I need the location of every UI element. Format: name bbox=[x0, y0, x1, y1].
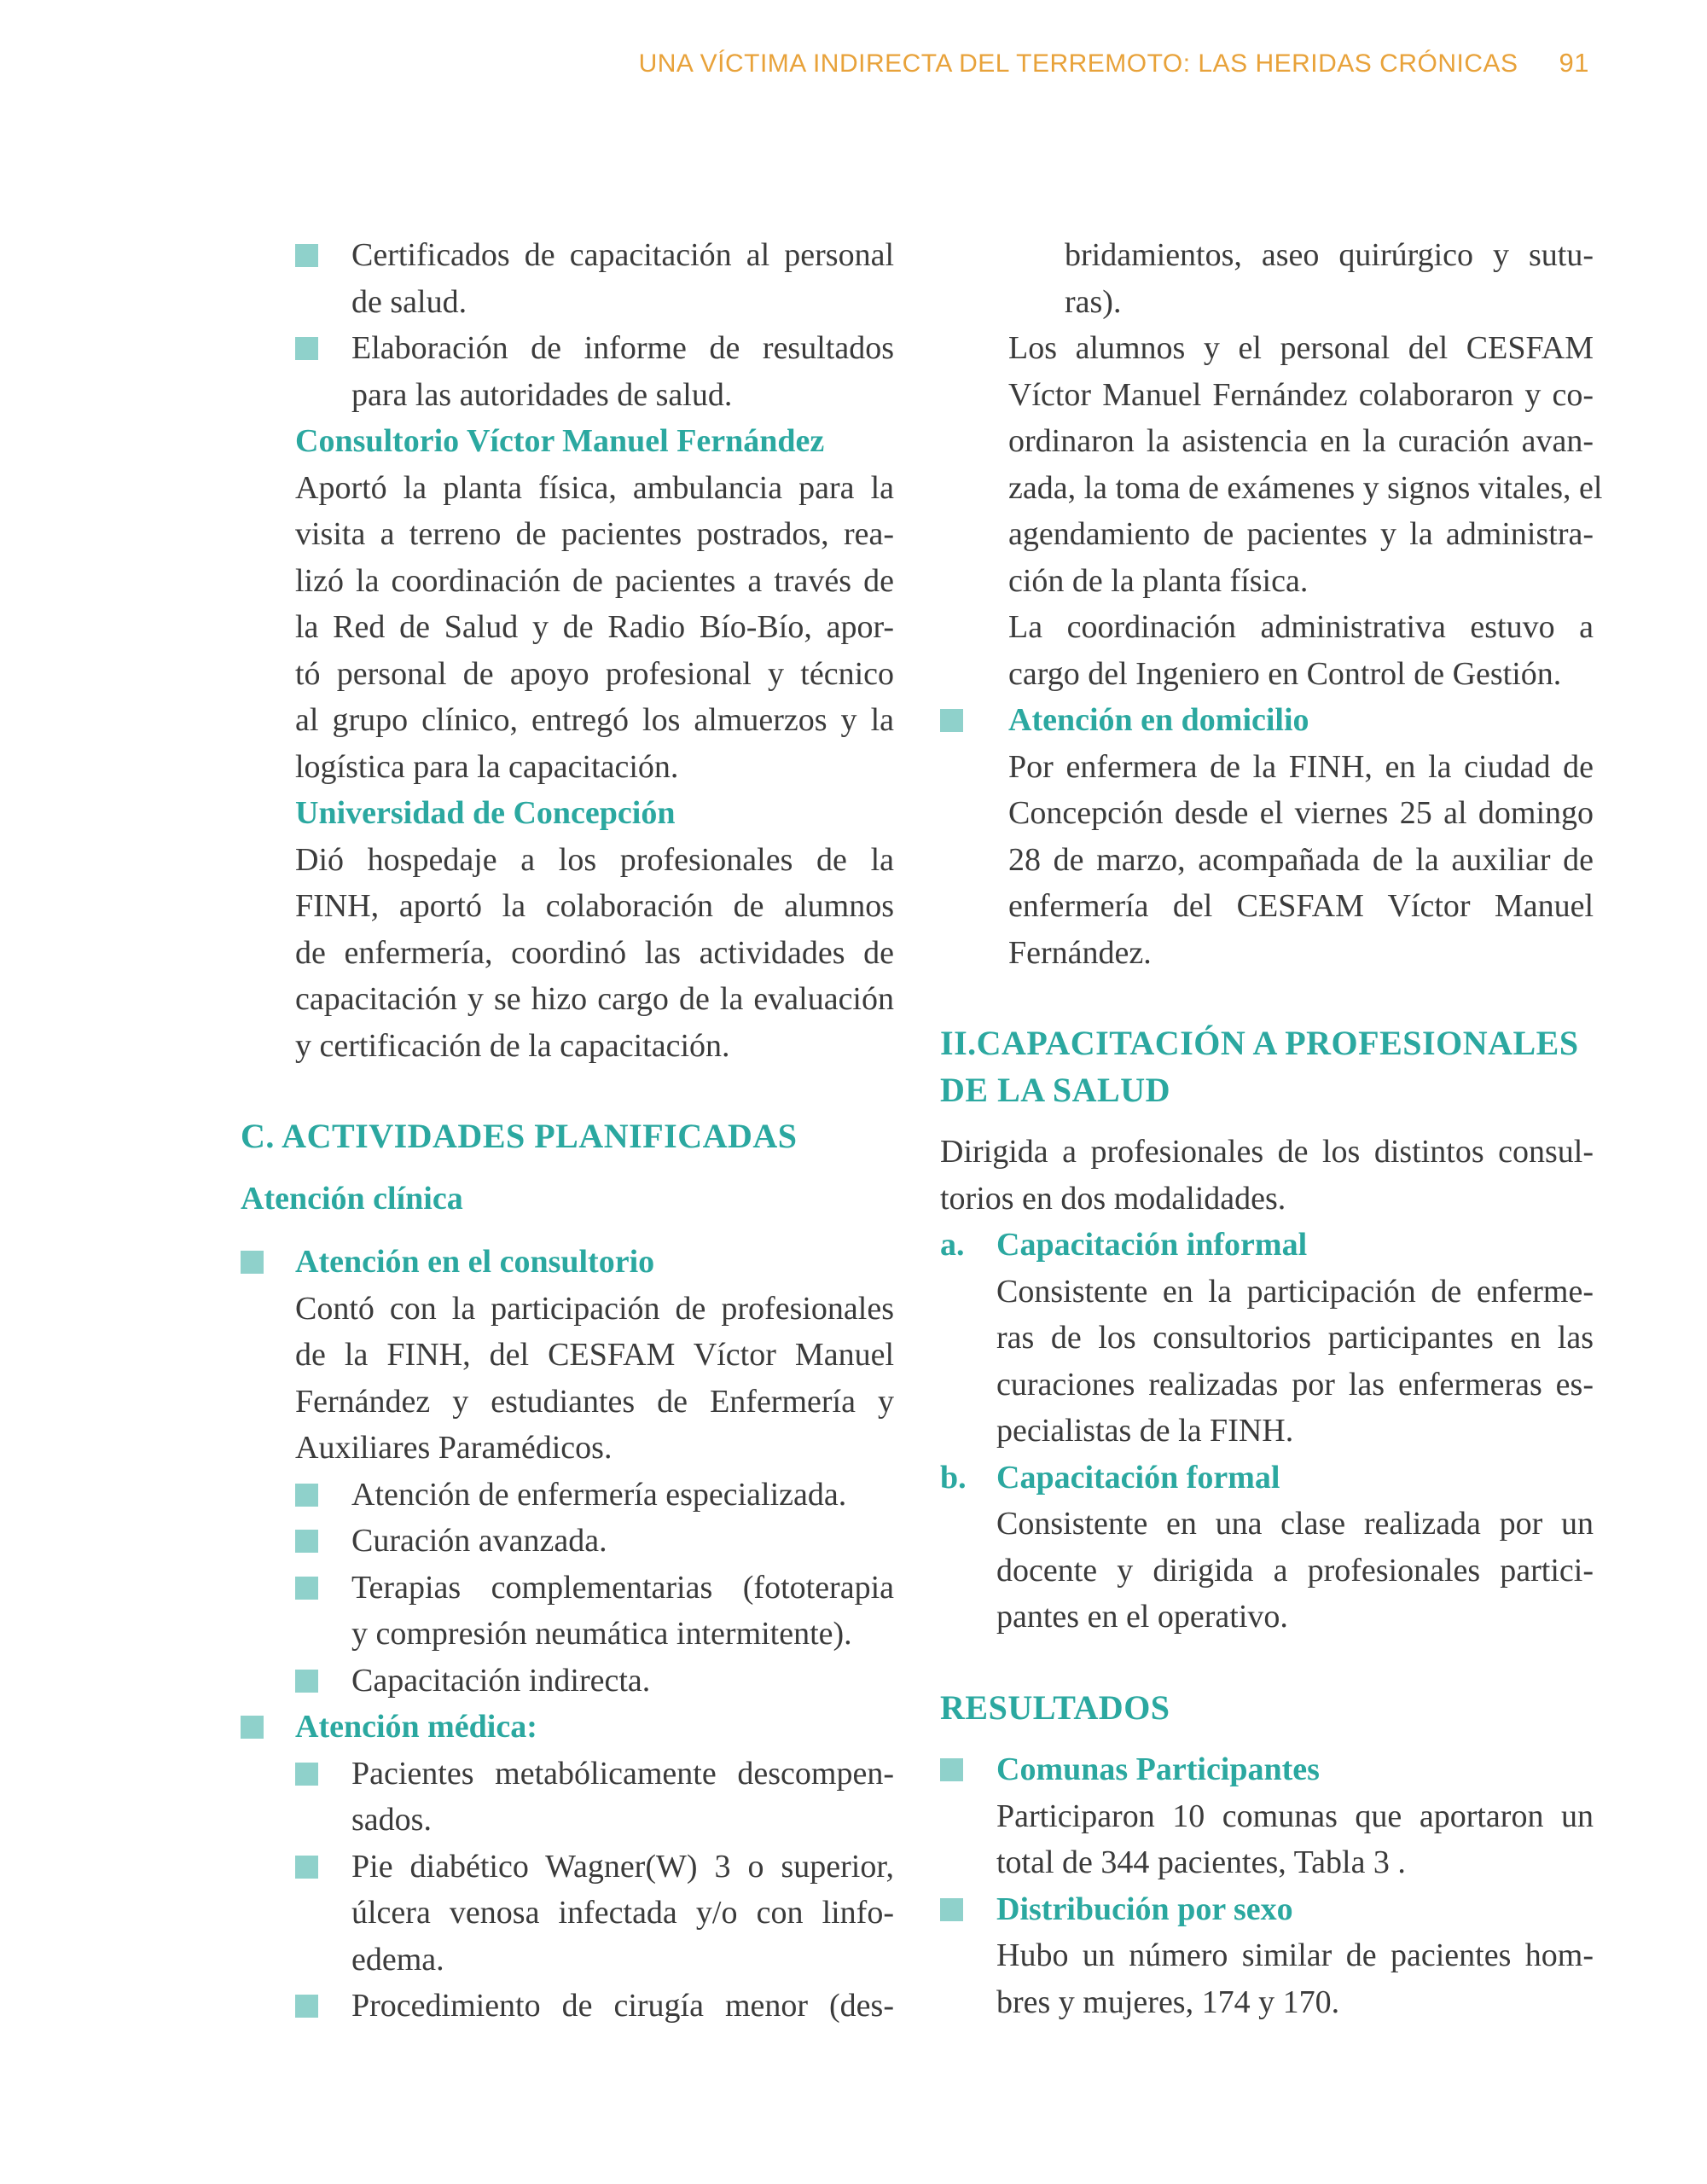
text-line: y certificación de la capacitación. bbox=[295, 1027, 730, 1064]
right-column bbox=[940, 232, 1603, 2025]
text-line: La coordinación administrativa estuvo a bbox=[1008, 609, 1594, 645]
section-heading-capacitacion-cont: DE LA SALUD bbox=[940, 1070, 1171, 1109]
list-item bbox=[940, 1746, 1594, 1886]
text-line: curaciones realizadas por las enfermeras es- bbox=[996, 1366, 1594, 1403]
text-line: Procedimiento de cirugía menor (des- bbox=[351, 1988, 894, 2024]
list-item bbox=[241, 1844, 894, 1984]
text-line: Hubo un número similar de pacientes hom- bbox=[996, 1937, 1594, 1973]
section-heading-capacitacion: II.CAPACITACIÓN A PROFESIONALES bbox=[940, 1024, 1579, 1062]
text-line: Concepción desde el viernes 25 al domingo bbox=[1008, 795, 1594, 831]
list-item bbox=[940, 1222, 1594, 1455]
text-line: Fernández y estudiantes de Enfermería y bbox=[295, 1383, 894, 1420]
text-line: Pacientes metabólicamente descompen- bbox=[351, 1755, 894, 1792]
text-line: Elaboración de informe de resultados bbox=[351, 330, 894, 366]
item-heading: Atención en el consultorio bbox=[295, 1244, 655, 1280]
text-line: Contó con la participación de profesionales bbox=[295, 1290, 894, 1327]
text-line: Fernández. bbox=[1008, 934, 1152, 971]
text-line: Certificados de capacitación al personal bbox=[351, 237, 894, 273]
text-line: bridamientos, aseo quirúrgico y sutu- bbox=[1065, 237, 1594, 273]
text-line: agendamiento de pacientes y la administra- bbox=[1008, 516, 1594, 552]
item-heading: Comunas Participantes bbox=[996, 1751, 1320, 1787]
text-line: Aportó la planta física, ambulancia para la bbox=[295, 469, 894, 506]
list-item bbox=[241, 1565, 894, 1658]
text-line: ordinaron la asistencia en la curación avan- bbox=[1008, 423, 1594, 459]
text-line: Consistente en la participación de enferme- bbox=[996, 1273, 1594, 1310]
left-column bbox=[241, 232, 894, 2030]
list-item bbox=[940, 1886, 1594, 2026]
subheading-universidad: Universidad de Concepción bbox=[295, 795, 676, 831]
text-line: 28 de marzo, acompañada de la auxiliar de bbox=[1008, 841, 1594, 878]
text-line: FINH, aportó la colaboración de alumnos bbox=[295, 888, 894, 924]
text-line: pecialistas de la FINH. bbox=[996, 1413, 1294, 1449]
text-line: Capacitación indirecta. bbox=[351, 1662, 651, 1699]
text-line: y compresión neumática intermitente). bbox=[351, 1616, 852, 1652]
text-line: capacitación y se hizo cargo de la evaluación bbox=[295, 981, 894, 1017]
text-line: ras de los consultorios participantes en las bbox=[996, 1320, 1594, 1356]
text-line: tó personal de apoyo profesional y técnico bbox=[295, 655, 894, 692]
text-line: Pie diabético Wagner(W) 3 o superior, bbox=[351, 1848, 894, 1885]
text-line: para las autoridades de salud. bbox=[351, 376, 733, 413]
text-line: de la FINH, del CESFAM Víctor Manuel bbox=[295, 1337, 894, 1373]
text-line: Dió hospedaje a los profesionales de la bbox=[295, 841, 894, 878]
text-line: enfermería del CESFAM Víctor Manuel bbox=[1008, 888, 1594, 924]
text-line: Participaron 10 comunas que aportaron un bbox=[996, 1798, 1594, 1834]
text-line: cargo del Ingeniero en Control de Gestión. bbox=[1008, 655, 1562, 692]
text-line: ras). bbox=[1065, 283, 1122, 320]
text-line: torios en dos modalidades. bbox=[940, 1180, 1286, 1217]
text-line: Consistente en una clase realizada por un bbox=[996, 1506, 1594, 1542]
list-item bbox=[241, 232, 894, 325]
text-line: visita a terreno de pacientes postrados, rea- bbox=[295, 516, 894, 552]
text-line: sados. bbox=[351, 1802, 432, 1838]
item-heading: Distribución por sexo bbox=[996, 1891, 1293, 1927]
item-heading: Atención médica: bbox=[295, 1709, 537, 1745]
text-line: logística para la capacitación. bbox=[295, 748, 679, 785]
list-marker: b. bbox=[940, 1459, 967, 1496]
text-line: lizó la coordinación de pacientes a través de bbox=[295, 562, 894, 599]
text-line: Los alumnos y el personal del CESFAM bbox=[1008, 330, 1594, 366]
text-line: total de 344 pacientes, Tabla 3 . bbox=[996, 1844, 1406, 1880]
text-line: bres y mujeres, 174 y 170. bbox=[996, 1984, 1340, 2020]
subheading-consultorio: Consultorio Víctor Manuel Fernández bbox=[295, 423, 825, 459]
text-line: pantes en el operativo. bbox=[996, 1599, 1288, 1635]
text-line: zada, la toma de exámenes y signos vitales, el bbox=[1008, 469, 1603, 506]
running-title: UNA VÍCTIMA INDIRECTA DEL TERREMOTO: LAS HERIDAS CRÓNICAS bbox=[638, 49, 1518, 78]
list-item bbox=[241, 1518, 894, 1565]
list-marker: a. bbox=[940, 1227, 965, 1263]
item-heading: Atención en domicilio bbox=[1008, 702, 1309, 738]
text-line: de enfermería, coordinó las actividades de bbox=[295, 934, 894, 971]
page-number: 91 bbox=[1559, 48, 1589, 78]
text-line: docente y dirigida a profesionales partici- bbox=[996, 1552, 1594, 1589]
list-item bbox=[241, 325, 894, 418]
running-header bbox=[639, 48, 1589, 82]
text-line: de salud. bbox=[351, 283, 467, 320]
text-line: al grupo clínico, entregó los almuerzos y la bbox=[295, 702, 894, 738]
subheading-atencion-clinica: Atención clínica bbox=[241, 1180, 463, 1217]
list-item bbox=[940, 1455, 1594, 1641]
text-line: Dirigida a profesionales de los distintos consul- bbox=[940, 1134, 1594, 1170]
list-item bbox=[241, 1239, 894, 1472]
text-line: Atención de enfermería especializada. bbox=[351, 1476, 847, 1513]
text-line: Auxiliares Paramédicos. bbox=[295, 1430, 613, 1466]
text-line: Por enfermera de la FINH, en la ciudad de bbox=[1008, 748, 1594, 785]
list-item bbox=[241, 1472, 894, 1519]
text-line: Terapias complementarias (fototerapia bbox=[351, 1569, 894, 1606]
section-heading-resultados: RESULTADOS bbox=[940, 1687, 1170, 1727]
text-line: la Red de Salud y de Radio Bío-Bío, apor- bbox=[295, 609, 894, 645]
text-line: Curación avanzada. bbox=[351, 1523, 607, 1559]
section-heading-actividades: C. ACTIVIDADES PLANIFICADAS bbox=[241, 1117, 798, 1155]
list-item bbox=[940, 697, 1594, 976]
text-line: edema. bbox=[351, 1941, 444, 1978]
list-item bbox=[241, 1704, 894, 1751]
text-line: ción de la planta física. bbox=[1008, 562, 1309, 599]
list-item bbox=[241, 1751, 894, 1844]
item-heading: Capacitación informal bbox=[996, 1227, 1308, 1263]
item-heading: Capacitación formal bbox=[996, 1459, 1280, 1496]
list-item bbox=[241, 1983, 894, 2030]
list-item bbox=[241, 1658, 894, 1705]
text-line: Víctor Manuel Fernández colaboraron y co- bbox=[1008, 376, 1594, 413]
text-line: úlcera venosa infectada y/o con linfo- bbox=[351, 1895, 894, 1931]
